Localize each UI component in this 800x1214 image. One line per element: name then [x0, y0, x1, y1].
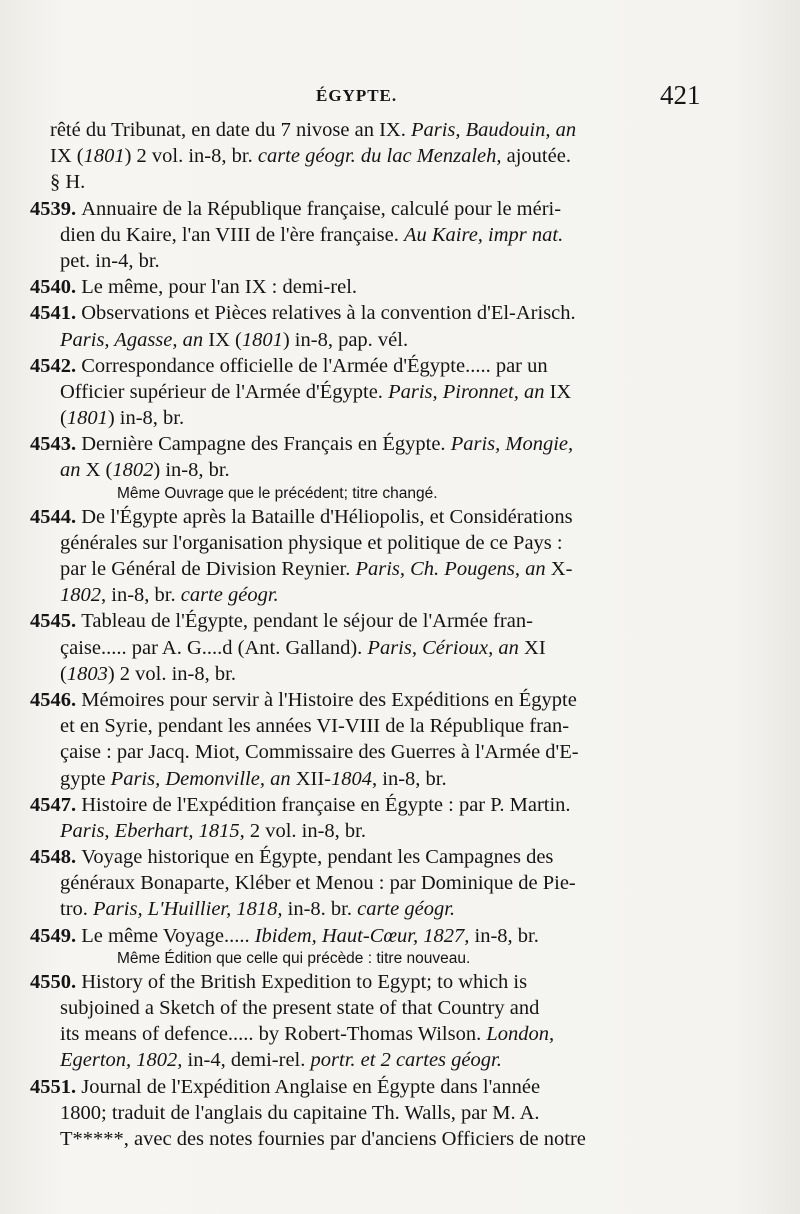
entry-text: ) in-8, pap. vél. — [282, 328, 409, 351]
entry-text: X- — [545, 558, 573, 580]
imprint-text: Paris, Eberhart, 1815, — [60, 819, 245, 842]
imprint-text: portr. et 2 cartes géogr. — [310, 1049, 502, 1072]
imprint-text: 1802 — [112, 459, 154, 482]
entry-number: 4541. — [30, 302, 82, 325]
imprint-text: 1801 — [83, 145, 125, 168]
entry-text: Mémoires pour servir à l'Histoire des Expéditions en Égypte — [81, 688, 577, 711]
entry-line — [0, 405, 800, 431]
entry-text: gypte — [60, 767, 111, 790]
catalogue-entry — [0, 1074, 800, 1153]
entry-text: 1800; traduit de l'anglais du capitaine Th. Walls, par M. A. — [60, 1101, 540, 1124]
entry-line — [0, 844, 800, 870]
entry-text: et en Syrie, pendant les années VI-VIII de la République fran- — [60, 715, 570, 738]
page-header — [0, 80, 800, 112]
entry-text: XI — [518, 636, 546, 659]
entry-text: in-8. br. — [282, 898, 358, 921]
entry-text: ) 2 vol. in-8, br. — [107, 662, 236, 685]
entry-line — [0, 792, 800, 818]
entry-line — [0, 169, 800, 195]
entry-text: Dernière Campagne des Français en Égypte. — [81, 433, 451, 456]
entry-text: tro. — [60, 898, 94, 921]
catalogue-entry — [0, 792, 800, 844]
catalogue-entry — [0, 353, 800, 432]
entry-text: IX — [544, 380, 572, 403]
entry-text: Le même Voyage..... — [81, 924, 255, 947]
entry-text: Observations et Pièces relatives à la convention d'El-Arisch. — [81, 302, 576, 325]
entry-line — [0, 608, 800, 634]
entry-line — [0, 870, 800, 896]
entry-text: ) in-8, br. — [107, 407, 185, 430]
entry-text: Le même, pour l'an IX : demi-rel. — [81, 276, 358, 299]
imprint-text: carte géogr. — [357, 898, 456, 921]
entry-text: T*****, avec des notes fournies par d'anciens Officiers de notre — [60, 1127, 586, 1150]
imprint-text: London, — [486, 1023, 555, 1046]
imprint-text: carte géogr. — [180, 584, 279, 607]
entry-text: subjoined a Sketch of the present state of that Country and — [60, 997, 540, 1019]
imprint-text: carte géogr. du lac Menzaleh, — [257, 145, 502, 168]
entry-line — [0, 1126, 800, 1152]
entry-line — [0, 896, 800, 922]
imprint-text: 1801 — [241, 328, 283, 351]
entry-text: Officier supérieur de l'Armée d'Égypte. — [60, 380, 389, 403]
entry-text: in-4, demi-rel. — [182, 1049, 311, 1072]
entry-line — [0, 300, 800, 326]
imprint-text: Paris, Agasse, an — [60, 328, 204, 351]
catalogue-entry — [0, 504, 800, 609]
entry-text: Annuaire de la République française, calculé pour le méri- — [81, 197, 562, 220]
catalogue-entry — [0, 274, 800, 300]
entry-text: ajoutée. — [501, 145, 571, 168]
entry-text: ( — [60, 662, 67, 685]
entry-text: History of the British Expedition to Egypt; to which is — [81, 970, 528, 993]
entry-number: 4547. — [30, 793, 82, 816]
entry-text: rêté du Tribunat, en date du 7 nivose an IX. — [50, 119, 411, 141]
entry-line — [0, 713, 800, 739]
entry-number: 4549. — [30, 924, 82, 947]
imprint-text: Au Kaire, impr nat. — [403, 223, 564, 246]
entry-line — [0, 969, 800, 995]
entry-text: X ( — [80, 459, 113, 482]
entry-number: 4539. — [30, 197, 82, 220]
entry-number: 4546. — [30, 688, 82, 711]
entry-line — [0, 353, 800, 379]
entry-number: 4548. — [30, 846, 82, 869]
entry-text: IX ( — [203, 328, 242, 351]
imprint-text: Paris, Baudouin, an — [410, 119, 577, 141]
entry-text: Tableau de l'Égypte, pendant le séjour de l'Armée fran- — [81, 610, 533, 633]
entry-text: par le Général de Division Reynier. — [60, 558, 356, 580]
catalogue-entry — [0, 300, 800, 352]
entry-text: IX ( — [50, 145, 84, 168]
entry-text: § H. — [50, 171, 86, 194]
entry-line — [0, 766, 800, 792]
entry-note: Même Ouvrage que le précédent; titre changé. — [117, 484, 438, 502]
entry-line — [0, 274, 800, 300]
entry-line — [0, 457, 800, 483]
entry-text: ( — [60, 407, 67, 430]
entry-text: générales sur l'organisation physique et politique de ce Pays : — [60, 531, 563, 554]
catalogue-entry — [0, 196, 800, 275]
entry-text: çaise : par Jacq. Miot, Commissaire des Guerres à l'Armée d'E- — [60, 741, 579, 764]
catalogue-entry — [0, 969, 800, 1074]
entry-text: généraux Bonaparte, Kléber et Menou : par Dominique de Pie- — [60, 872, 576, 895]
imprint-text: Paris, Pironnet, an — [388, 380, 545, 403]
entry-text: Histoire de l'Expédition française en Égypte : par P. Martin. — [81, 793, 571, 816]
entry-line — [0, 379, 800, 405]
imprint-text: Paris, Ch. Pougens, an — [355, 558, 546, 580]
entry-text: dien du Kaire, l'an VIII de l'ère française. — [60, 223, 404, 246]
entry-line — [0, 739, 800, 765]
entry-line — [0, 1100, 800, 1126]
imprint-text: Ibidem, Haut-Cœur, 1827, — [254, 924, 470, 947]
entry-line — [0, 431, 800, 457]
catalogue-entry — [0, 117, 800, 196]
entry-line — [0, 143, 800, 169]
catalogue-entry — [0, 844, 800, 923]
imprint-text: Egerton, 1802, — [60, 1049, 183, 1072]
entry-number: 4551. — [30, 1075, 82, 1098]
entry-line — [0, 248, 800, 274]
entry-number: 4540. — [30, 276, 82, 299]
entry-line — [0, 995, 800, 1021]
entry-number: 4543. — [30, 433, 82, 456]
entry-line — [0, 687, 800, 713]
entry-line — [0, 117, 800, 143]
entry-number: 4544. — [30, 505, 82, 528]
entry-text: De l'Égypte après la Bataille d'Héliopolis, et Considérations — [81, 505, 573, 528]
imprint-text: Paris, L'Huillier, 1818, — [93, 898, 283, 921]
entry-number: 4542. — [30, 354, 82, 377]
entry-text: Voyage historique en Égypte, pendant les Campagnes des — [81, 846, 554, 869]
entry-text: XII- — [290, 767, 332, 790]
catalogue-entries — [0, 117, 800, 1152]
imprint-text: an — [60, 459, 81, 482]
entry-line — [0, 818, 800, 844]
entry-text: in-8, br. — [469, 924, 539, 947]
entry-text: , in-8, br. — [101, 584, 181, 607]
entry-line — [0, 556, 800, 582]
catalogue-entry — [0, 923, 800, 969]
imprint-text: 1802 — [60, 584, 101, 607]
imprint-text: 1803 — [66, 662, 108, 685]
entry-line — [0, 327, 800, 353]
imprint-text: Paris, Cérioux, an — [367, 636, 519, 659]
entry-line — [0, 1021, 800, 1047]
entry-number: 4545. — [30, 610, 82, 633]
entry-line — [0, 1074, 800, 1100]
entry-line — [0, 1047, 800, 1073]
entry-text: ) 2 vol. in-8, br. — [124, 145, 258, 168]
entry-text: çaise..... par A. G....d (Ant. Galland). — [60, 636, 368, 659]
entry-text: ) in-8, br. — [153, 459, 230, 482]
entry-line — [0, 222, 800, 248]
entry-text: Journal de l'Expédition Anglaise en Égypte dans l'année — [81, 1075, 541, 1098]
entry-line — [0, 530, 800, 556]
running-title: ÉGYPTE. — [316, 86, 398, 105]
entry-line — [0, 582, 800, 608]
entry-text: , in-8, br. — [372, 767, 447, 790]
imprint-text: Paris, Mongie, — [450, 433, 574, 456]
imprint-text: Paris, Demonville, an — [110, 767, 291, 790]
entry-line — [0, 504, 800, 530]
entry-line — [0, 661, 800, 687]
catalogue-entry — [0, 608, 800, 687]
page-number: 421 — [660, 80, 701, 110]
entry-line — [0, 923, 800, 949]
entry-text: Correspondance officielle de l'Armée d'Égypte..... par un — [81, 354, 548, 377]
entry-line — [0, 196, 800, 222]
entry-note: Même Édition que celle qui précède : titre nouveau. — [117, 949, 471, 967]
entry-number: 4550. — [30, 970, 82, 993]
entry-text: pet. in-4, br. — [60, 249, 160, 272]
catalogue-entry — [0, 431, 800, 503]
entry-line — [0, 635, 800, 661]
imprint-text: 1804 — [331, 767, 373, 790]
entry-text: its means of defence..... by Robert-Thomas Wilson. — [60, 1023, 487, 1046]
entry-text: 2 vol. in-8, br. — [244, 819, 366, 842]
imprint-text: 1801 — [66, 407, 108, 430]
catalogue-entry — [0, 687, 800, 792]
